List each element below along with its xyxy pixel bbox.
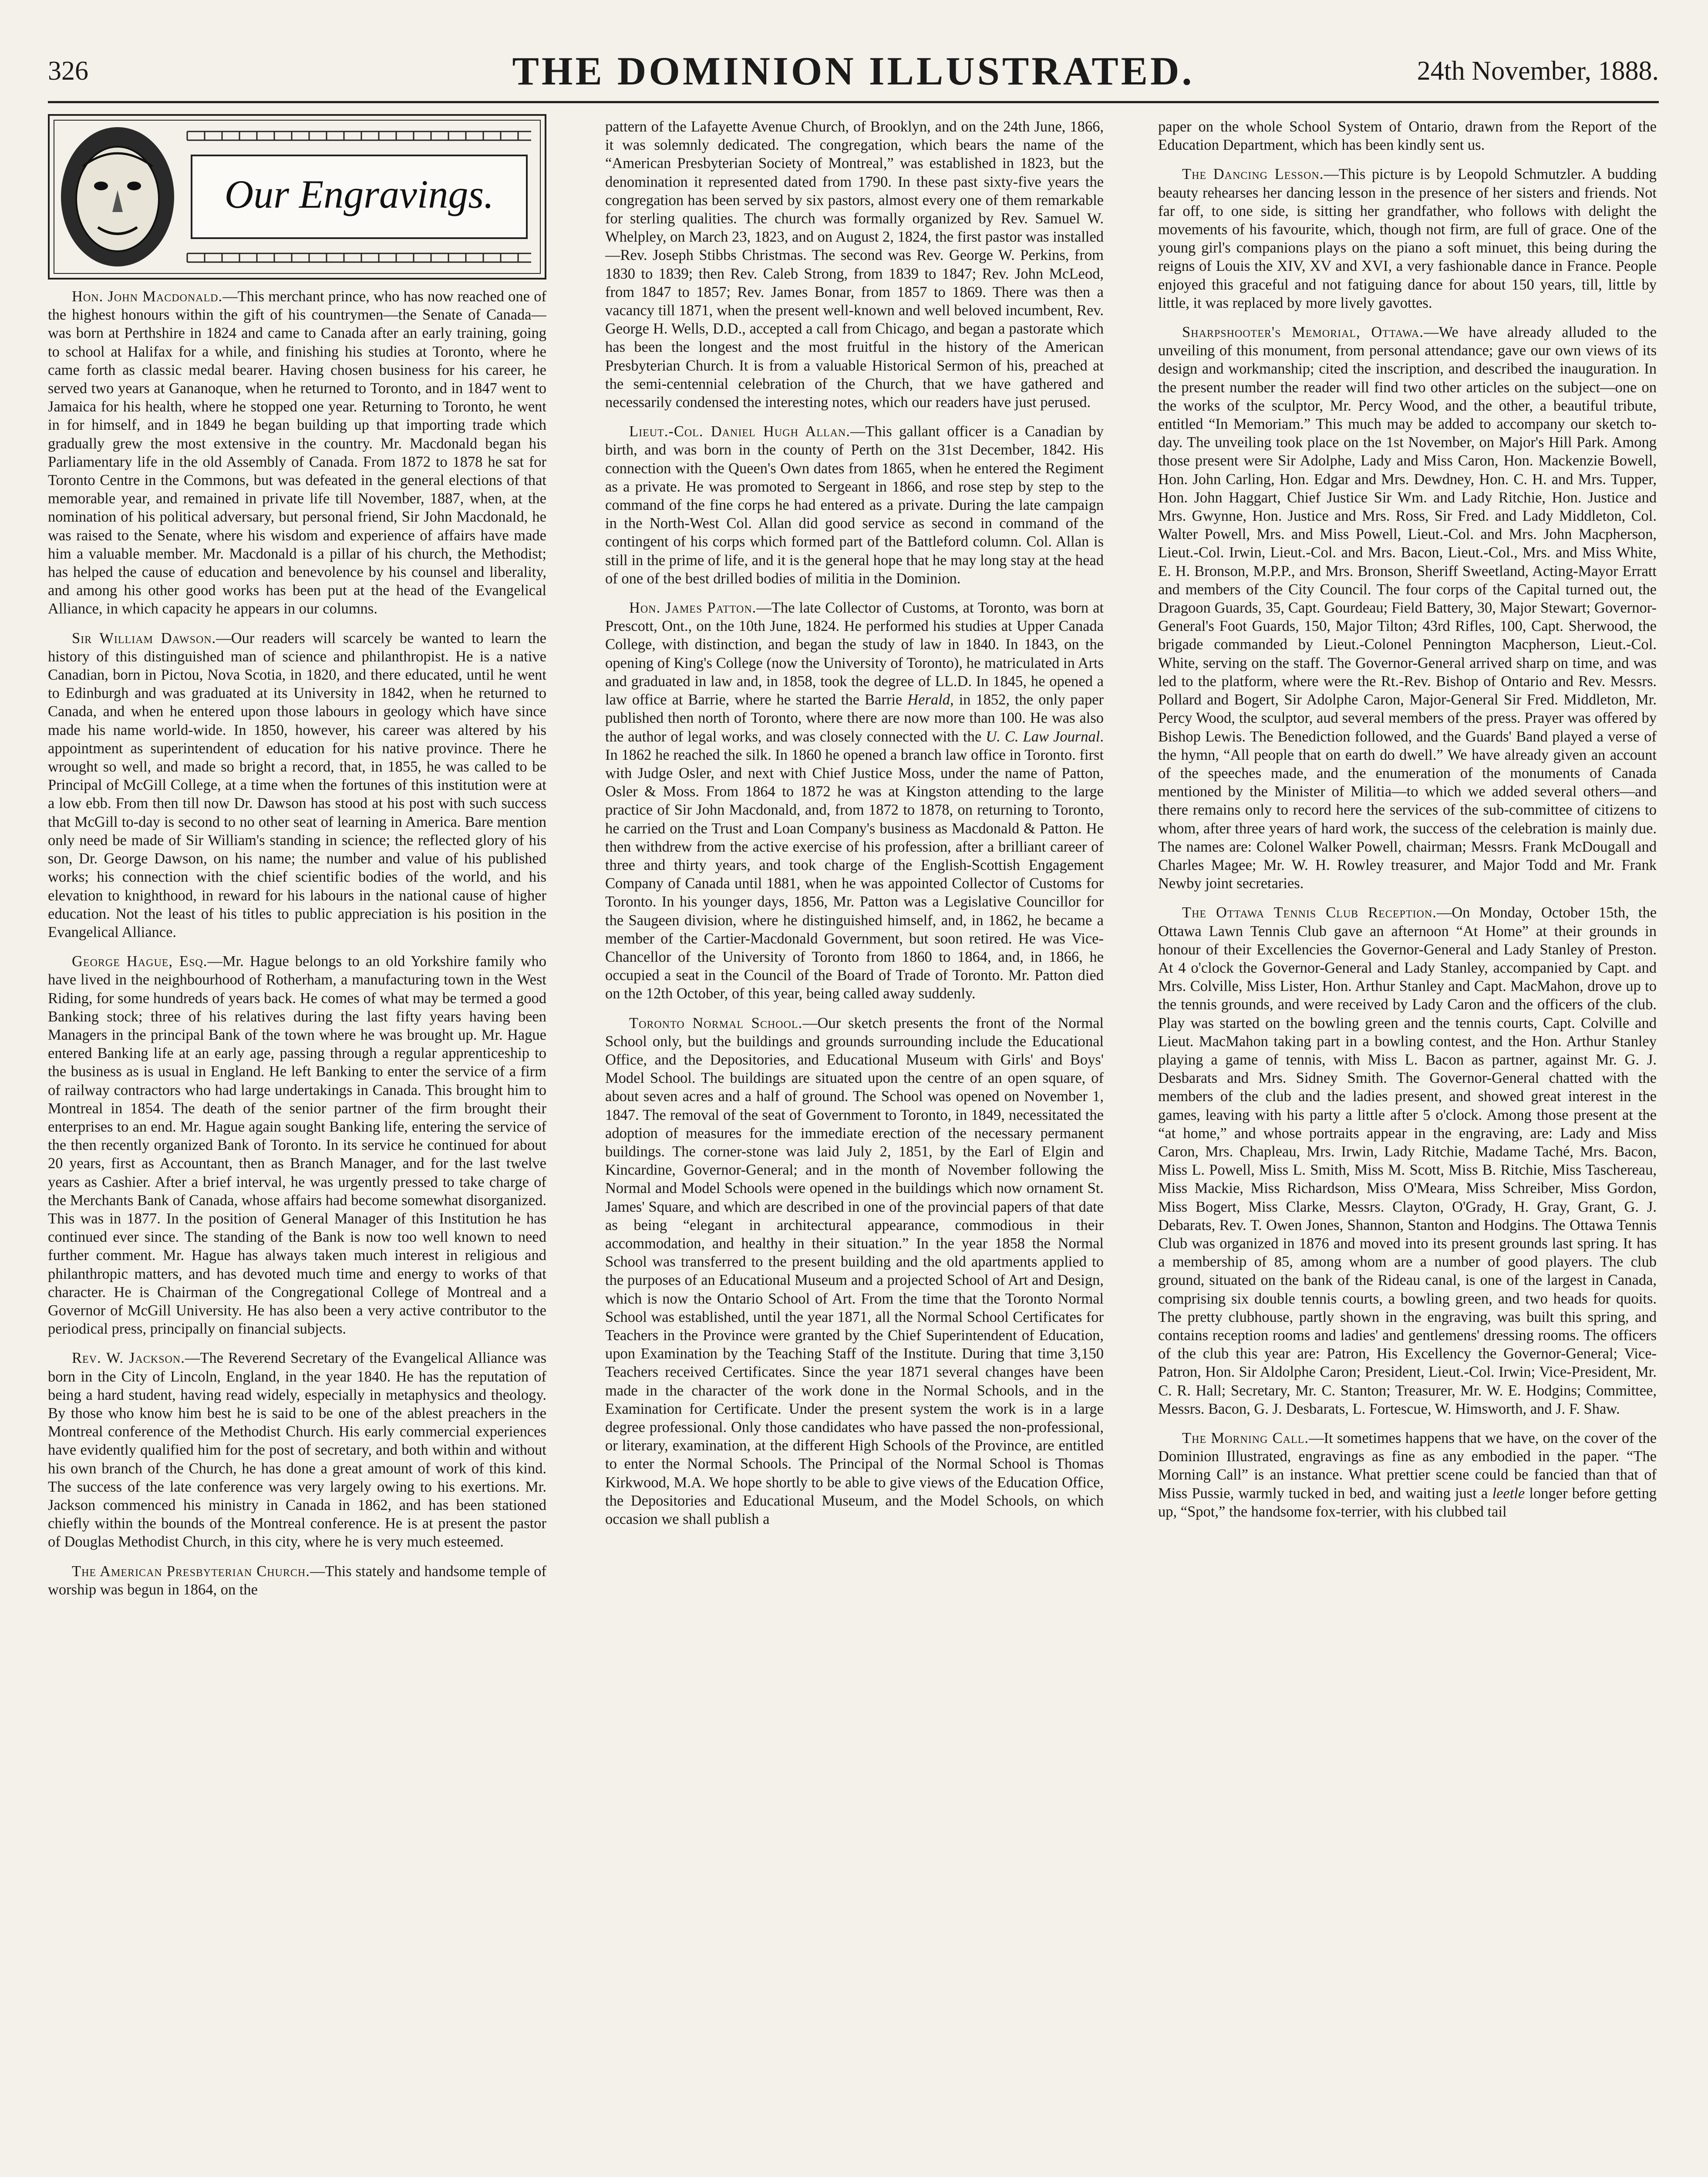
masthead-title: THE DOMINION ILLUSTRATED. bbox=[512, 49, 1195, 93]
column-3 bbox=[1158, 118, 1657, 2177]
banner-title: Our Engravings. bbox=[224, 172, 494, 216]
article-dawson bbox=[48, 629, 546, 941]
article-body: —The late Collector of Customs, at Toronto, was born at Prescott, Ont., on the 10th June, 1824. He performed his studies at Upper Canada College, with distinction, and began the study of law in 1840. In 1843, on the opening of King's College (now the University of Toronto), he matriculated in Arts and graduated in law and, in 1858, took the degree of LL.D. In 1845, he opened a law office at Barrie, where he started the Barrie bbox=[605, 600, 1104, 708]
article-heading: Sharpshooter's Memorial, Ottawa. bbox=[1182, 324, 1424, 341]
article-heading: George Hague, Esq. bbox=[72, 953, 208, 970]
article-heading: Lieut.-Col. Daniel Hugh Allan. bbox=[629, 423, 850, 440]
article-heading: Toronto Normal School. bbox=[629, 1014, 803, 1031]
article-body: —Our sketch presents the front of the Normal School only, but the buildings and grounds surrounding include the Educational Office, and the Depositories, and Educational Museum with Girls' and Boys' Model School. The buildings are situated upon the centre of an open square, of about seven acres and a half of ground. The School was opened on November 1, 1847. The removal of the seat of Government to Toronto, in 1849, necessitated the adoption of measures for the immediate erection of the necessary permanent buildings. The corner-stone was laid July 2, 1851, by the Earl of Elgin and Kincardine, Governor-General; and in the month of November following the Normal and Model Schools were opened in the buildings which now ornament St. James' Square, and which are described in one of the provincial papers of that date as being “elegant in architectural appearance, commodious in their accommodation, and healthy in their situation.” In the year 1858 the Normal School was transferred to the present building and the old apartments applied to the purposes of an Educational Museum and a projected School of Art and Design, which is now the Ontario School of Art. From the time that the Toronto Normal School was established, until the year 1871, all the Normal School Certificates for Teachers in the Province were granted by the Chief Superintendent of Education, upon Examination by the Teaching Staff of the Institute. During that time 3,150 Teachers received Certificates. Since the year 1871 several changes have been made in the character of the work done in the Normal Schools, and in the Examination for Certificate. Under the present system the work is in a large degree professional. Only those candidates who have passed the non-professional, or literary, examination, at the different High Schools of the Province, are entitled to enter the Normal Schools. The Principal of the Normal School is Thomas Kirkwood, M.A. We hope shortly to be able to give views of the Education Office, the Depositories and Educational Museum, and the Model Schools, on which occasion we shall publish a bbox=[605, 1014, 1104, 1528]
article-body: —This stately and handsome temple of worship was begun in 1864, on the bbox=[48, 1563, 546, 1598]
header-rule bbox=[48, 101, 1659, 103]
article-heading: The Morning Call. bbox=[1182, 1430, 1309, 1447]
article-body: —This merchant prince, who has now reached one of the highest honours within the gift of his countrymen—the Senate of Canada—was born at Perthshire in 1824 and came to Canada after an early training, going to school at Halifax for a while, and finishing his studies at Toronto, where he came forth as classic medal bearer. Having chosen business for his career, he served two years at Gananoque, when he returned to Toronto, and in 1847 went to Jamaica for his health, where he stopped one year. Returning to Toronto, he went in for himself, and in 1849 he began building up that importing trade which gradually grew the most extensive in the country. Mr. Macdonald began his Parliamentary life in the old Assembly of Canada. From 1872 to 1878 he sat for Toronto Centre in the Commons, but was defeated in the general elections of that memorable year, and remained in private life till November, 1887, when, at the nomination of his political adversary, but personal friend, Sir John Macdonald, he was raised to the Senate, where his wisdom and experience of affairs have made him a valuable member. Mr. Macdonald is a pillar of his church, the Methodist; has helped the cause of education and benevolence by his counsel and liberality, and among his other good works has been put at the head of the Evangelical Alliance, in which capacity he appears in our columns. bbox=[48, 288, 546, 617]
article-body: —This picture is by Leopold Schmutzler. A budding beauty rehearses her dancing lesson in the presence of her sisters and friends. Not far off, to one side, is sitting her grandfather, who follows with delight the movements of his favourite, which, though not firm, are full of grace. One of the young girl's companions plays on the piano a soft minuet, this being during the reigns of Louis the XIV, XV and XVI, a very fashionable dance in France. People enjoyed this graceful and not fatiguing dance for about 150 years, till, little by little, it was replaced by more lively gavottes. bbox=[1158, 166, 1657, 311]
article-heading: Sir William Dawson. bbox=[72, 630, 216, 647]
article-body: —The Reverend Secretary of the Evangelical Alliance was born in the City of Lincoln, England, in the year 1840. He has the reputation of being a hard student, having read widely, especially in metaphysics and theology. By those who know him best he is said to be one of the ablest preachers in the Montreal conference of the Methodist Church. His early commercial experiences have evidently qualified him for the post of secretary, and both within and without his own branch of the Church, he has done a great amount of work of this kind. The success of the late conference was very largely owing to his exertions. Mr. Jackson commenced his ministry in Canada in 1862, and has been stationed chiefly within the bounds of the Montreal conference. He is at present the pastor of Douglas Methodist Church, in this city, where he is very much esteemed. bbox=[48, 1350, 546, 1550]
column-2 bbox=[605, 118, 1104, 2177]
article-jackson bbox=[48, 1349, 546, 1551]
emphasis-word: leetle bbox=[1492, 1485, 1525, 1502]
mask-face-icon bbox=[61, 127, 174, 266]
article-body: —It sometimes happens that we have, on the cover of the Dominion Illustrated, engravings as fine as any embodied in the paper. “The Morning Call” is an instance. What prettier scene could be fancied than that of Miss Pussie, warmly tucked in bed, and waiting just a bbox=[1158, 1430, 1657, 1502]
article-heading: The Ottawa Tennis Club Reception. bbox=[1182, 904, 1437, 921]
article-body: —We have already alluded to the unveiling of this monument, from personal attendance; gave our own views of its design and workmanship; cited the inscription, and described the inauguration. In the present number the reader will find two other articles on the subject—one on the works of the sculptor, Mr. Percy Wood, and the other, a beautiful tribute, entitled “In Memoriam.” This much may be added to accompany our sketch to-day. The unveiling took place on the 1st November, on Major's Hill Park. Among those present were Sir Adolphe, Lady and Miss Caron, Hon. Mackenzie Bowell, Hon. John Carling, Hon. Edgar and Mrs. Dewdney, Hon. C. H. and Mrs. Tupper, Hon. John Haggart, Chief Justice Sir Wm. and Lady Ritchie, Hon. Justice and Mrs. Gwynne, Hon. Justice and Mrs. Ross, Sir Fred. and Lady Middleton, Col. Walter Powell, Mrs. and Miss Powell, Lieut.-Col. and Mrs. John Macpherson, Lieut.-Col. Irwin, Lieut.-Col. and Mrs. Bacon, Lieut.-Col., Mrs. and Miss White, E. H. Bronson, M.P.P., and Mrs. Bronson, Sheriff Sweetland, Acting-Mayor Erratt and members of the City Council. The four corps of the Capital turned out, the Dragoon Guards, 35, Capt. Gourdeau; Field Battery, 30, Major Stewart; Governor-General's Foot Guards, 150, Major Tilton; 43rd Rifles, 100, Capt. Sherwood, the brigade commanded by Lieut.-Colonel Pennington Macpherson, Lieut.-Col. White, serving on the staff. The Governor-General arrived sharp on time, and was led to the platform, where were the Rt.-Rev. Bishop of Ontario and Rev. Messrs. Pollard and Bogert, Sir Adolphe Caron, Major-General Sir Fred. Middleton, Mr. Percy Wood, the sculptor, aud several members of the press. Prayer was offered by Bishop Lewis. The Benediction followed, and the Guards' Band played a verse of the hymn, “All people that on earth do dwell.” We have already given an account of the speeches made, and the enumeration of the monuments of Canada mentioned by the Minister of Militia—to which we added several others—and there remains only to record here the services of the sub-committee of citizens to whom, after three years of hard work, the success of the celebration is mainly due. The names are: Colonel Walker Powell, chairman; Messrs. Frank McDougall and Charles Magee; Mr. W. H. Rowley treasurer, and Major Todd and Mr. Frank Newby joint secretaries. bbox=[1158, 324, 1657, 892]
article-heading: The Dancing Lesson. bbox=[1182, 166, 1324, 183]
article-body: , in 1852, the only paper published then north of Toronto, where there are now more than 100. He was also the author of legal works, and was closely connected with the bbox=[605, 691, 1104, 745]
article-hague bbox=[48, 952, 546, 1338]
newspaper-title: Herald bbox=[907, 691, 950, 708]
article-body: longer before getting up, “Spot,” the handsome fox-terrier, with his clubbed tail bbox=[1158, 1485, 1657, 1520]
article-presbyterian-continued bbox=[605, 118, 1104, 411]
article-body: pattern of the Lafayette Avenue Church, of Brooklyn, and on the 24th June, 1866, it was solemnly dedicated. The congregation, which bears the name of the “American Presbyterian Society of Montreal,” was established in 1823, but the denomination it represented dated from 1790. In these past sixty-five years the congregation has been served by six pastors, almost every one of them remarkable for sterling qualities. The church was formally organized by Rev. Samuel W. Whelpley, on March 23, 1823, and on August 2, 1824, the first pastor was installed—Rev. Joseph Stibbs Christmas. The second was Rev. George W. Perkins, from 1830 to 1839; then Rev. Caleb Strong, from 1839 to 1847; Rev. John McLeod, from 1847 to 1857; Rev. James Bonar, from 1857 to 1869. There was then a vacancy till 1871, when the present well-known and well beloved incumbent, Rev. George H. Wells, D.D., accepted a call from Chicago, and began a pastorate which has been the longest and the most fruitful in the history of the American Presbyterian Church. It is from a valuable Historical Sermon of his, preached at the semi-centennial celebration of the Church, that we have gathered and necessarily condensed the interesting notes, which our readers have just perused. bbox=[605, 118, 1104, 411]
article-normal-school-continued bbox=[1158, 118, 1657, 154]
article-heading: Hon. James Patton. bbox=[629, 600, 757, 617]
our-engravings-banner bbox=[48, 114, 546, 280]
article-patton bbox=[605, 599, 1104, 1003]
journal-title: U. C. Law Journal bbox=[986, 728, 1100, 745]
article-sharpshooter bbox=[1158, 323, 1657, 893]
article-normal-school bbox=[605, 1014, 1104, 1529]
article-macdonald bbox=[48, 287, 546, 618]
article-body: —On Monday, October 15th, the Ottawa Lawn Tennis Club gave an afternoon “At Home” at their grounds in honour of their Excellencies the Governor-General and Lady Stanley of Preston. At 4 o'clock the Governor-General and Lady Stanley, accompanied by Capt. and Mrs. Colville, Miss Lister, Hon. Arthur Stanley and Capt. MacMahon, drove up to the tennis grounds, and were received by Lady Caron and the officers of the club. Play was started on the bowling green and the tennis courts, Capt. Colville and Lieut. MacMahon taking part in a bowling contest, and the Hon. Arthur Stanley playing a game of tennis, with Miss L. Bacon as partner, against Mr. G. J. Desbarats and Mrs. Sidney Smith. The Governor-General chatted with the members of the club and the ladies present, and showed great interest in the games, leaving with his party a little after 5 o'clock. Among those present at the “at home,” and whose portraits appear in the engraving, are: Lady and Miss Caron, Mrs. Chapleau, Mrs. Irwin, Lady Ritchie, Madame Taché, Mrs. Bacon, Miss L. Powell, Miss L. Smith, Miss M. Scott, Miss B. Ritchie, Miss Taschereau, Miss Mackie, Miss Richardson, Miss O'Meara, Miss Schreiber, Miss Gordon, Miss Bogert, Miss Clarke, Messrs. Clayton, O'Grady, H. Gray, Grant, G. J. Debarats, Rev. T. Owen Jones, Shannon, Stanton and Hodgins. The Ottawa Tennis Club was organized in 1876 and moved into its present grounds last spring. It has a membership of 85, among whom are a number of good players. The club ground, situated on the bank of the Rideau canal, is one of the largest in Canada, comprising six double tennis courts, a bowling green, and two heads for quoits. The pretty clubhouse, partly shown in the engraving, was built this spring, and contains reception rooms and ladies' and gentlemens' dressing rooms. The officers of the club this year are: Patron, His Excellency the Governor-General; Vice-Patron, Hon. Sir Aldolphe Caron; President, Lieut.-Col. Irwin; Vice-President, Mr. C. R. Hall; Secretary, Mr. C. Stanton; Treasurer, Mr. W. E. Hodgins; Committee, Messrs. Bacon, G. J. Desbarats, L. Fortescue, W. Himsworth, and J. F. Shaw. bbox=[1158, 904, 1657, 1417]
article-body: —Mr. Hague belongs to an old Yorkshire family who have lived in the neighbourhood of Rotherham, a manufacturing town in the West Riding, for some hundreds of years back. He comes of what may be termed a good Banking stock; three of his relatives during the last fifty years having been Managers in the principal Bank of the town where he was brought up. Mr. Hague entered Banking life at an early age, passing through a regular apprenticeship to the business as is usual in England. He left Banking to enter the service of a firm of railway contractors who had large undertakings in Canada. This brought him to Montreal in 1854. The death of the senior partner of the firm brought their enterprises to an end. Mr. Hague again sought Banking life, entering the service of the then recently organized Bank of Toronto. In its service he continued for about 20 years, first as Accountant, then as Branch Manager, and for the last twelve years as Cashier. After a brief interval, he was urgently pressed to take charge of the Merchants Bank of Canada, whose affairs had become somewhat disorganized. This was in 1877. In the position of General Manager of this Institution he has continued ever since. The standing of the Bank is now too well known to need further comment. Mr. Hague has always taken much interest in religious and philanthropic matters, and has devoted much time and energy to works of that character. He is Chairman of the Congregational College of Montreal and a Governor of McGill University. He has also been a very active contributor to the periodical press, principally on financial subjects. bbox=[48, 953, 546, 1338]
page-header bbox=[48, 48, 1659, 100]
article-body: —Our readers will scarcely be wanted to learn the history of this distinguished man of science and philanthropist. He is a native Canadian, born in Pictou, Nova Scotia, in 1820, and there educated, until he went to Edinburgh and was graduated at its University in 1842, when he returned to Canada, and when he entered upon those labours in geology which have since made his name world-wide. In 1850, however, his career was altered by his appointment as superintendent of education for his native province. There he wrought so well, and made so bright a record, that, in 1855, he was called to be Principal of McGill College, at a time when the fortunes of this institution were at a low ebb. From then till now Dr. Dawson has stood at his post with such success that McGill to-day is second to no other seat of learning in America. Bare mention only need be made of Sir William's standing in science; the reflected glory of his son, Dr. George Dawson, on his name; the number and value of his published works; his connection with the chief scientific bodies of the world, and his elevation to knighthood, in reward for his labours in the national cause of higher education. Not the least of his titles to public appreciation is his position in the Evangelical Alliance. bbox=[48, 630, 546, 940]
article-dancing-lesson bbox=[1158, 165, 1657, 312]
article-morning-call bbox=[1158, 1429, 1657, 1521]
page-number: 326 bbox=[48, 56, 88, 86]
article-body: . In 1862 he reached the silk. In 1860 he opened a branch law office in Toronto. first with Judge Osler, and next with Chief Justice Moss, under the name of Patton, Osler & Moss. From 1864 to 1872 he was at Kingston attending to the large practice of Sir John Macdonald, and, from 1872 to 1878, on returning to Toronto, he carried on the Trust and Loan Company's business as Macdonald & Patton. He then withdrew from the active exercise of his profession, after a brilliant career of three and thirty years, and took charge of the English-Scottish Engagement Company of Canada until 1881, when he was appointed Collector of Customs for Toronto. In his younger days, 1856, Mr. Patton was a Legislative Councillor for the Saugeen division, where he distinguished himself, and, in 1862, he became a member of the Cartier-Macdonald Government, but soon retired. He was Vice-Chancellor of the University of Toronto from 1860 to 1864, and, in 1866, he occupied a seat in the Council of the Board of Trade of Toronto. Mr. Patton died on the 12th October, of this year, being called away suddenly. bbox=[605, 728, 1104, 1002]
article-body: paper on the whole School System of Ontario, drawn from the Report of the Education Department, which has been kindly sent us. bbox=[1158, 118, 1657, 154]
article-heading: The American Presbyterian Church. bbox=[72, 1563, 310, 1580]
article-heading: Rev. W. Jackson. bbox=[72, 1350, 185, 1367]
issue-date: 24th November, 1888. bbox=[1417, 56, 1659, 86]
article-body: —This gallant officer is a Canadian by birth, and was born in the county of Perth on the 31st December, 1842. His connection with the Queen's Own dates from 1865, when he entered the Regiment as a private. He was promoted to Sergeant in 1866, and rose step by step to the command of the fine corps he had entered as a private. During the late campaign in the North-West Col. Allan did good service as second in command of the contingent of his corps which formed part of the Battleford column. Col. Allan is still in the prime of life, and it is the general hope that he may long stay at the head of one of the best drilled bodies of militia in the Dominion. bbox=[605, 423, 1104, 587]
column-1 bbox=[48, 114, 546, 2177]
article-presbyterian-start bbox=[48, 1562, 546, 1599]
article-tennis-club bbox=[1158, 903, 1657, 1418]
article-heading: Hon. John Macdonald. bbox=[72, 288, 223, 305]
article-allan bbox=[605, 422, 1104, 588]
